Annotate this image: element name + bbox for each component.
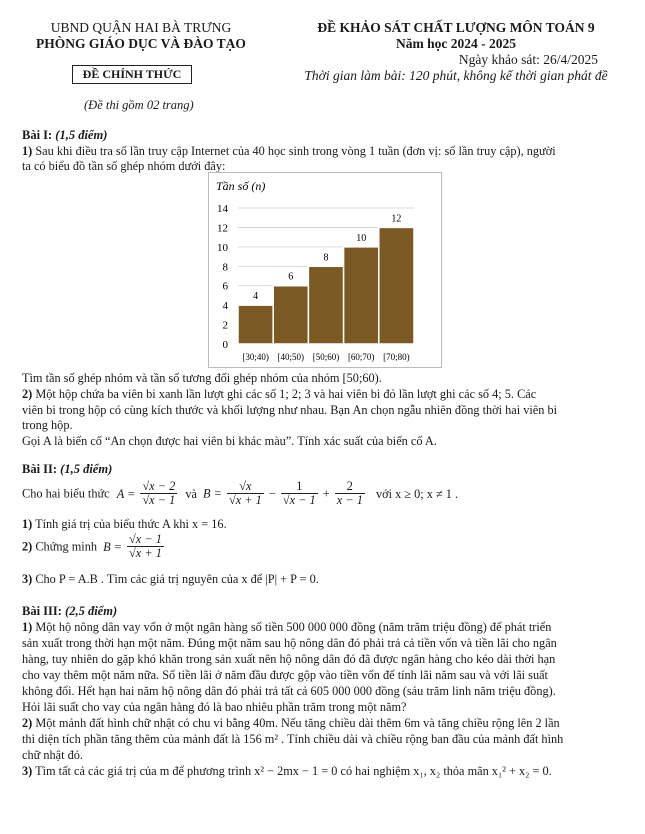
bai3-q3-text: Tìm tất cả các giá trị của m để phương trình x² − 2mx − 1 = 0 có hai nghiệm x₁, x₂ thỏa mãn x₁² + x₂ = 0.	[35, 764, 552, 778]
expr-a-numerator: √x − 2	[142, 479, 176, 493]
bai1-q2-text-a: Một hộp chứa ba viên bi xanh lần lượt ghi các số 1; 2; 3 và hai viên bi đỏ lần lượt ghi các số 4; 5. Các	[35, 387, 537, 401]
bai3-q1-line4: cho vay thêm một năm nữa. Số tiền lãi ở năm đầu được gộp vào tiền vốn để tính lãi năm sau và với lãi suất	[22, 668, 548, 682]
bai3-q2	[22, 716, 622, 732]
bar-value-label: 6	[288, 271, 294, 283]
expr-b-term2-num: 1	[281, 480, 318, 494]
y-tick-label: 8	[222, 261, 228, 274]
bai2-q2-fraction	[127, 533, 164, 560]
expr-b-term3	[335, 480, 365, 507]
expr-b-term2-den: √x − 1	[282, 493, 316, 507]
bai3-title: Bài III:	[22, 604, 62, 618]
official-stamp: ĐỀ CHÍNH THỨC	[72, 65, 192, 84]
y-tick-label: 6	[222, 280, 228, 293]
bar-value-label: 8	[323, 252, 329, 264]
bar	[238, 305, 273, 344]
x-tick-label: [30;40)	[242, 352, 269, 362]
bai2-q2-num: √x − 1	[129, 532, 162, 546]
bai2-q2-label: 2)	[22, 539, 33, 554]
y-tick-label: 2	[222, 319, 228, 332]
expr-b-term1-den: √x + 1	[228, 493, 262, 507]
expr-b-term2	[281, 480, 318, 507]
exam-date: Ngày khảo sát: 26/4/2025	[458, 52, 598, 67]
exam-title: ĐỀ KHẢO SÁT CHẤT LƯỢNG MÔN TOÁN 9	[317, 20, 595, 35]
bai1-q1-text-a: Sau khi điều tra số lần truy cập Internet của 40 học sinh trong vòng 1 tuần (đơn vị: số lần truy cập), người	[35, 144, 556, 158]
office-name: PHÒNG GIÁO DỤC VÀ ĐÀO TẠO	[36, 36, 246, 51]
bai1-q1-label: 1)	[22, 144, 33, 158]
bai3-q1-line1: Một hộ nông dân vay vốn ở một ngân hàng số tiền 500 000 000 đồng (năm trăm triệu đồng) để phát triển	[35, 620, 552, 634]
expr-b-plus: +	[322, 486, 330, 501]
bai3-q1-line3: hàng, tuy nhiên do gặp khó khăn trong sản xuất nên hộ nông dân đó đã được ngân hàng cho kéo dài thời hạn	[22, 652, 556, 666]
bar	[379, 227, 414, 344]
bar-value-label: 4	[253, 291, 259, 303]
bai2-expressions	[22, 480, 622, 507]
bai2-q3	[22, 572, 622, 588]
school-year: Năm học 2024 - 2025	[396, 36, 516, 51]
department-name: UBND QUẬN HAI BÀ TRƯNG	[50, 20, 232, 35]
bai2-q1-label: 1)	[22, 517, 33, 531]
bai3-heading	[22, 604, 622, 620]
expr-b-term3-den: x − 1	[336, 493, 363, 507]
bai2-condition: với x ≥ 0; x ≠ 1 .	[375, 486, 459, 501]
expr-a-eq: A =	[116, 486, 136, 501]
chart-ylabel: Tần số (n)	[216, 179, 266, 193]
bai3-q2-line2: thì diện tích phần tăng thêm của mảnh đất là 156 m² . Tính chiều dài và chiều rộng ban đầu của mảnh đất hình	[22, 732, 564, 746]
bai2-q2-b: B =	[103, 539, 122, 554]
bai3-q1-line6: Hỏi lãi suất cho vay của ngân hàng đó là bao nhiêu phần trăm trong một năm?	[22, 700, 407, 714]
bar-value-label: 10	[356, 232, 367, 244]
pages-note: (Đề thi gồm 02 trang)	[84, 98, 194, 112]
bai1-q1-ask: Tìm tần số ghép nhóm và tần số tương đối ghép nhóm của nhóm [50;60).	[22, 371, 382, 385]
bai3-q2-line3: chữ nhật đó.	[22, 748, 83, 762]
bai2-q3-text: Cho P = A.B . Tìm các giá trị nguyên của x để |P| + P = 0.	[35, 572, 319, 586]
bai3-q1-line2: sản xuất trong thời hạn một năm. Đúng một năm sau hộ nông dân đó phải trả cả tiền vốn và tiền lãi cho ngân	[22, 636, 557, 650]
bai3-points: (2,5 điểm)	[65, 604, 118, 618]
x-tick-label: [60;70)	[347, 352, 375, 362]
bar	[308, 266, 343, 344]
x-tick-label: [50;60)	[312, 352, 340, 362]
histogram-chart	[208, 172, 442, 368]
bai2-and: và	[185, 486, 197, 501]
expr-b-term1-num: √x	[227, 480, 264, 494]
bai3-q1-line5: không đổi. Hết hạn hai năm hộ nông dân đó phải trả tất cả 605 000 000 đồng (sáu trăm linh năm triệu đồng).	[22, 684, 556, 698]
bai2-q1	[22, 517, 622, 533]
expr-b-term3-num: 2	[335, 480, 365, 494]
bai1-heading	[22, 128, 622, 144]
bai3-q3	[22, 764, 622, 780]
bai2-intro: Cho hai biểu thức	[22, 486, 110, 501]
bai2-q2-text: Chứng minh	[35, 539, 97, 554]
y-tick-label: 12	[217, 222, 228, 235]
bai1-title: Bài I:	[22, 128, 53, 142]
bai2-points: (1,5 điểm)	[60, 462, 113, 476]
bai2-title: Bài II:	[22, 462, 58, 476]
expr-a-fraction	[140, 480, 177, 507]
bar	[273, 286, 308, 344]
header-left	[26, 20, 256, 52]
bar	[344, 247, 379, 344]
bai2-q2	[22, 533, 622, 560]
bai2-q1-text: Tính giá trị của biểu thức A khi x = 16.	[35, 517, 227, 531]
header-right	[286, 20, 626, 84]
x-tick-label: [70;80)	[383, 352, 410, 362]
bai1-q1	[22, 144, 622, 160]
exam-duration: Thời gian làm bài: 120 phút, không kể thời gian phát đề	[304, 68, 608, 83]
bai1-q2-label: 2)	[22, 387, 33, 401]
bai1-q2	[22, 387, 622, 403]
y-tick-label: 10	[217, 241, 228, 254]
y-tick-label: 0	[222, 339, 228, 351]
y-tick-label: 14	[217, 203, 228, 215]
expr-b-eq: B =	[203, 486, 222, 501]
bai3-q2-label: 2)	[22, 716, 33, 730]
bai3-q1-label: 1)	[22, 620, 33, 634]
bai1-points: (1,5 điểm)	[55, 128, 108, 142]
bai2-q2-den: √x + 1	[129, 546, 162, 560]
x-tick-label: [40;50)	[277, 352, 305, 362]
y-tick-label: 4	[222, 300, 228, 313]
bar-value-label: 12	[391, 213, 402, 225]
bai1-q2-line2: viên bi trong hộp có cùng kích thước và khối lượng như nhau. Bạn An chọn ngẫu nhiên đồng thời hai viên bi	[22, 403, 558, 417]
bai3-q2-line1: Một mảnh đất hình chữ nhật có chu vi bằng 40m. Nếu tăng chiều dài thêm 6m và tăng chiều rộng lên 2 lần	[35, 716, 560, 730]
expr-b-minus: −	[268, 486, 276, 501]
expr-a-denominator: √x − 1	[142, 493, 176, 507]
bai2-heading	[22, 462, 622, 478]
bai1-q2-line4: Gọi A là biến cố “An chọn được hai viên bi khác màu”. Tính xác suất của biến cố A.	[22, 434, 437, 448]
bai3-q1	[22, 620, 622, 636]
bai2-q3-label: 3)	[22, 572, 33, 586]
bai1-q1-line2: ta có biểu đồ tần số ghép nhóm dưới đây:	[22, 159, 226, 173]
bai1-q2-line3: trong hộp.	[22, 418, 73, 432]
expr-b-term1	[227, 480, 264, 507]
bai3-q3-label: 3)	[22, 764, 33, 778]
